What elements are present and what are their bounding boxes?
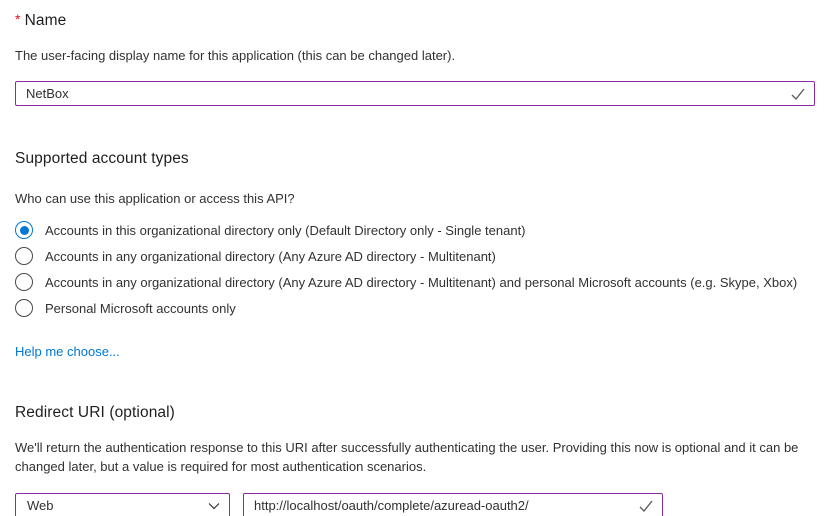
redirect-uri-input[interactable] (243, 493, 663, 516)
radio-option-single-tenant[interactable] (15, 217, 814, 243)
radio-option-label: Accounts in any organizational directory (Any Azure AD directory - Multitenant) (45, 248, 496, 264)
platform-type-selected-value: Web (27, 498, 54, 513)
radio-option-multitenant-personal[interactable] (15, 269, 814, 295)
redirect-uri-heading: Redirect URI (optional) (15, 404, 175, 421)
help-me-choose-link[interactable]: Help me choose... (15, 344, 120, 359)
platform-type-dropdown[interactable] (15, 493, 230, 516)
chevron-down-icon (207, 499, 221, 513)
radio-option-multitenant[interactable] (15, 243, 814, 269)
name-label: Name (24, 12, 67, 29)
account-types-question: Who can use this application or access this API? (15, 191, 295, 206)
name-input[interactable] (15, 81, 815, 106)
radio-control[interactable] (15, 273, 33, 291)
name-description: The user-facing display name for this application (this can be changed later). (15, 48, 456, 63)
radio-control[interactable] (15, 299, 33, 317)
account-types-heading: Supported account types (15, 150, 189, 167)
name-section-heading (15, 12, 814, 30)
radio-option-label: Accounts in this organizational directory only (Default Directory only - Single tenant) (45, 222, 526, 238)
radio-option-label: Accounts in any organizational directory (Any Azure AD directory - Multitenant) and personal Microsoft accounts (e.g. Skype, Xbox) (45, 274, 798, 290)
account-types-radio-group (15, 217, 814, 321)
name-input-wrapper (15, 81, 815, 106)
redirect-uri-description: We'll return the authentication response to this URI after successfully authenticating the user. Providing this now is optional and it can be changed later, but a value is required for most authentication scenarios. (15, 440, 799, 474)
radio-control[interactable] (15, 221, 33, 239)
radio-option-label: Personal Microsoft accounts only (45, 300, 236, 316)
required-asterisk: * (15, 11, 21, 27)
radio-control[interactable] (15, 247, 33, 265)
radio-option-personal-only[interactable] (15, 295, 814, 321)
redirect-uri-input-wrapper (243, 493, 663, 516)
redirect-uri-controls (15, 493, 814, 516)
